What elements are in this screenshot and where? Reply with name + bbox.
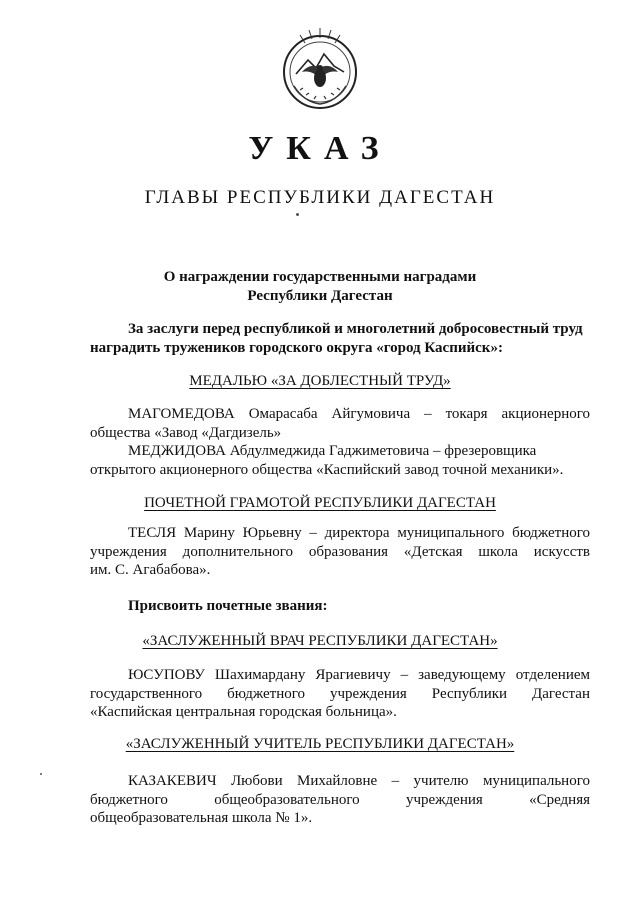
title-doctor-heading-text: «ЗАСЛУЖЕННЫЙ ВРАЧ РЕСПУБЛИКИ ДАГЕСТАН» (142, 633, 498, 649)
recipient-magomedov-line-2: общества «Завод «Дагдизель» (90, 424, 282, 441)
titles-intro (90, 597, 590, 616)
recipient-medzhidov-line-1: МЕДЖИДОВА Абдулмеджида Гаджиметовича – фрезеровщика (128, 443, 537, 459)
stray-dot (296, 213, 299, 216)
title-doctor-recipients (90, 666, 590, 722)
document-subtitle: ГЛАВЫ РЕСПУБЛИКИ ДАГЕСТАН (144, 187, 496, 208)
recipient-medzhidov-line-2: открытого акционерного общества «Каспийский завод точной механики». (90, 461, 564, 478)
award-medal-recipients (90, 405, 590, 479)
recipient-yusupov-line-3: «Каспийская центральная городская больница». (90, 704, 397, 720)
recipient-kazakevich-line-2: бюджетного общеобразовательного учреждения «Средняя (90, 791, 590, 808)
preamble (90, 320, 590, 357)
titles-intro-text: Присвоить почетные звания: (128, 598, 328, 614)
award-medal-heading-text: МЕДАЛЬЮ «ЗА ДОБЛЕСТНЫЙ ТРУД» (189, 373, 451, 389)
recipient-kazakevich-line-3: общеобразовательная школа № 1». (90, 810, 313, 826)
award-diploma-recipients (90, 524, 590, 580)
subject-line-1: О награждении государственными наградами (163, 269, 477, 285)
preamble-line-2: наградить тружеников городского округа «город Каспийск»: (90, 339, 503, 356)
subject-line-2: Республики Дагестан (247, 288, 393, 304)
title-teacher-heading-text: «ЗАСЛУЖЕННЫЙ УЧИТЕЛЬ РЕСПУБЛИКИ ДАГЕСТАН» (125, 736, 515, 752)
award-medal-heading (0, 372, 640, 391)
recipient-teslya-line-1: ТЕСЛЯ Марину Юрьевну – директора муниципального бюджетного (128, 525, 590, 541)
title-teacher-recipients (90, 772, 590, 828)
recipient-kazakevich-line-1: КАЗАКЕВИЧ Любови Михайловне – учителю муниципального (128, 773, 590, 789)
award-diploma-heading-text: ПОЧЕТНОЙ ГРАМОТОЙ РЕСПУБЛИКИ ДАГЕСТАН (144, 495, 496, 511)
award-diploma-heading (0, 494, 640, 513)
recipient-yusupov-line-1: ЮСУПОВУ Шахимардану Ярагиевичу – заведующему отделением (128, 667, 590, 683)
title-teacher-heading (0, 735, 640, 754)
scan-speck (40, 773, 42, 775)
preamble-line-1: За заслуги перед республикой и многолетний добросовестный труд (128, 321, 583, 337)
title-doctor-heading (0, 632, 640, 651)
recipient-teslya-line-2: учреждения дополнительного образования «Детская школа искусств (90, 543, 590, 560)
recipient-yusupov-line-2: государственного бюджетного учреждения Республики Дагестан (90, 685, 590, 702)
recipient-magomedov-line-1: МАГОМЕДОВА Омарасаба Айгумовича – токаря акционерного (128, 406, 590, 422)
document-title: УКАЗ (248, 130, 392, 167)
recipient-teslya-line-3: им. С. Агабабова». (90, 562, 211, 578)
coat-of-arms-icon (274, 24, 366, 116)
subject-heading (0, 268, 640, 306)
